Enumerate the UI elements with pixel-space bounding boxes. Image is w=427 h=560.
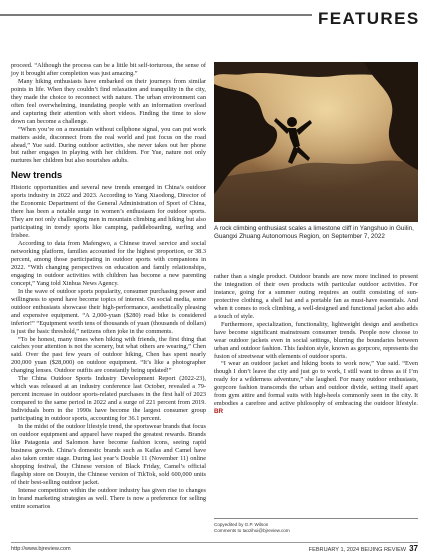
credit-rule — [214, 518, 418, 519]
left-column — [11, 62, 206, 510]
issue-label: FEBRUARY 1, 2024 BEIJING REVIEW — [308, 547, 407, 553]
section-title: FEATURES — [318, 9, 420, 28]
paragraph: Historic opportunities and several new trends emerged in China’s outdoor sports industry in 2022 and 2023. According to Yang Xiaodong, Director of the Economic Department of the General Administration of Sport of China, there has been a notable surge in women’s enthusiasm for outdoor sports. They are not only challenging men in mountain climbing and hiking but also participating in trendy sports like camping, paddleboarding, surfing and frisbee. — [11, 184, 206, 240]
paragraph: proceed. “Although the process can be a little bit self-torturous, the sense of joy it brought after completion was just amazing.” — [11, 62, 206, 77]
end-mark: BR — [214, 408, 224, 416]
header-bar — [0, 0, 427, 38]
header-rule — [0, 14, 312, 16]
paragraph: The China Outdoor Sports Industry Development Report (2022-23), which was released at an industry conference last October, revealed a 79-percent increase in outdoor sports-related purchases in the first half of 2023 compared to the same period in 2022 and a surge of 221 percent from 2019. Individuals born in the 1990s have become the largest consumer group participating in outdoor sports, accounting for 36.1 percent. — [11, 375, 206, 423]
climber-photo-graphic — [214, 62, 418, 222]
paragraph: “When you’re on a mountain without cellphone signal, you can put work matters aside, disconnect from the real world and just focus on the road ahead,” Yue said. During outdoor activities, she never takes out her phone but rather engages in playing with her children. For Yue, nature not only nurtures her children but also nourishes adults. — [11, 125, 206, 165]
footer-rule — [11, 542, 418, 543]
paragraph: According to data from Mafengwo, a Chinese travel service and social networking platform, families accounted for the highest proportion, or 38.3 percent, among those participating in outdoor sports with companions in 2022. “With changing perspectives on education and family relationships, engaging in outdoor activities with children has become a new parenting concept,” Yang told Xinhua News Agency. — [11, 240, 206, 287]
photo-caption: A rock climbing enthusiast scales a limestone cliff in Yangshuo in Guilin, Guangxi Zhuang Autonomous Region, on September 7, 2022 — [214, 225, 414, 240]
paragraph: In the midst of the outdoor lifestyle trend, the sportswear brands that focus on outdoor equipment and apparel have reaped the greatest rewards. Brands like Patagonia and Salomon have become fashion icons, seeing rapid business growth. China’s domestic brands such as Kailas and Camel have also taken center stage. During last year’s Double 11 (November 11) online shopping festival, the Chinese version of Black Friday, Camel’s official flagship store on Douyin, the Chinese version of TikTok, sold 600,000 units of their best-selling outdoor jacket. — [11, 422, 206, 486]
paragraph: Intense competition within the outdoor industry has given rise to changes in brand marketing strategies as well. There is now a preference for selling entire scenarios — [11, 486, 206, 510]
climber-photo — [214, 62, 418, 222]
paragraph-text: “I wear an outdoor jacket and hiking boots to work now,” Yue said. “Even though I don’t leave the city and just go to work, I still want to dress as if I’m ready for a wilderness adventure,” she laughed. For many outdoor enthusiasts, gorpcore fashion transcends the urban and outdoor divide, setting itself apart from gym attire and formal suits with high-heels commonly seen in the city. It embodies a carefree and active philosophy of embracing the outdoor lifestyle. — [214, 360, 418, 408]
copyeditor-credit: Copyedited by G.P. Wilson — [214, 522, 269, 527]
footer-url[interactable]: http://www.bjreview.com — [11, 546, 71, 552]
footer-issue — [309, 544, 418, 553]
paragraph: rather than a single product. Outdoor brands are now more inclined to present the integration of their own products with particular outdoor activities. For instance, going for a summer outing requires an outfit consisting of sun-protective clothing, a shell hat and a portable fan as must-have essentials. And when it comes to rock climbing, a well-designed and functional jacket also adds a touch of style. — [214, 273, 418, 320]
comments-email: Comments to taozihui@bjreview.com — [214, 528, 290, 533]
section-heading: New trends — [11, 170, 63, 182]
paragraph — [214, 360, 418, 416]
credits — [214, 522, 418, 534]
paragraph: In the wave of outdoor sports popularity, consumer purchasing power and willingness to spend have become topics of interest. On social media, some outdoor enthusiasts showcase their high-performance, aesthetically pleasing and expensive equipment. “A 2,000-yuan ($280) road bike is considered inferior!” “Equipment worth tens of thousands of yuan (thousands of dollars) is just the basic threshold,” netizens often joke in the comments. — [11, 287, 206, 335]
paragraph: “To be honest, many times when hiking with friends, the first thing that catches your attention is not the scenery, but what others are wearing,” Chen said. Over the past few years of outdoor hiking, Chen has spent nearly 200,000 yuan ($28,000) on outdoor equipment. “It’s like a photographer changing lenses. Outdoor outfits are constantly being updated!” — [11, 335, 206, 375]
right-column — [214, 273, 418, 416]
page-number: 37 — [409, 544, 418, 553]
paragraph: Many hiking enthusiasts have embarked on their journeys from similar points in life. When they couldn’t find relaxation and tranquility in the city, they made the choice to reconnect with nature. The urban environment can often feel overwhelming, inundating people with an information overload and capturing their attention with short videos. Finding the time to slow down can become a challenge. — [11, 77, 206, 125]
paragraph: Furthermore, specialization, functionality, lightweight design and aesthetics have become significant mainstream consumer trends. People now choose to wear outdoor jackets even in social settings, blurring the boundaries between urban and outdoor fashion. This fashion style, known as gorpcore, represents the fusion of streetwear with elements of outdoor sports. — [214, 320, 418, 360]
